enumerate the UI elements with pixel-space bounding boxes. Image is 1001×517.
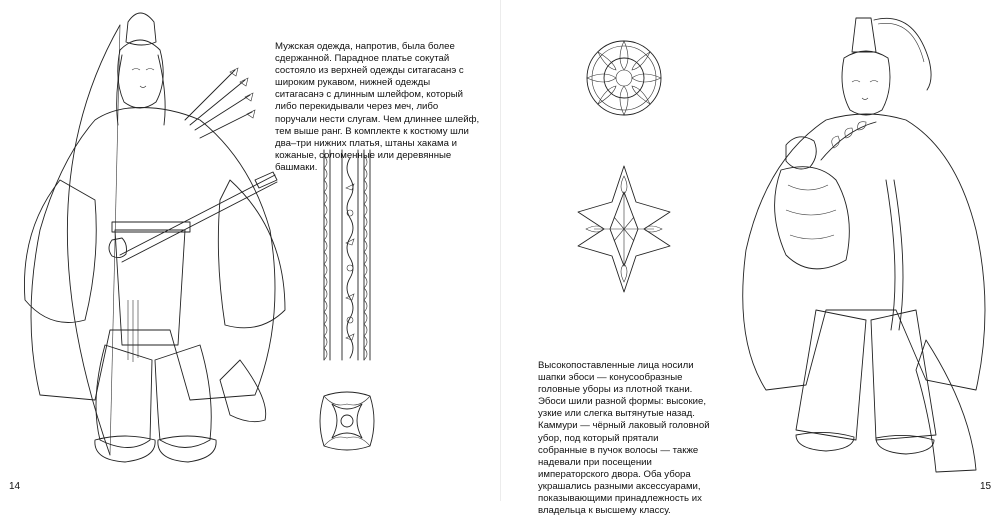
left-page-number: 14 <box>9 481 21 492</box>
star-floral-ornament <box>574 162 674 296</box>
right-page <box>501 0 1001 517</box>
vertical-ornament-bands <box>318 148 374 363</box>
right-page-number: 15 <box>980 481 992 492</box>
courtier-with-child-illustration <box>726 10 996 480</box>
left-page <box>0 0 500 501</box>
square-knot-ornament <box>318 390 376 452</box>
right-paragraph: Высокопоставленные лица носили шапки эбоси — конусообразные головные уборы из плотной ткани. Эбоси шили разной формы: высокие, узкие или слегка вытянутые назад. Каммури — чёрный лаковый головной убор, под который прятали собранные в пучок волосы — также надевали при посещении императорского двора. Оба убора украшались разными аксессуарами, показывающими принадлежность их владельца к высшему классу. <box>538 360 710 517</box>
archer-figure-illustration <box>0 0 320 480</box>
left-paragraph: Мужская одежда, напротив, была более сдержанной. Парадное платье сокутай состояло из верхней одежды ситагасанэ с широким рукавом, нижней одежды ситагасанэ с длинным шлейфом, который либо перекидывали через меч, либо поручали нести слугам. Чем длиннее шлейф, тем выше ранг. В комплекте к костюму шли два–три нижних платья, штаны хакама и кожаные, соломенные или деревянные башмаки. <box>275 41 480 173</box>
circular-mandala-ornament <box>584 38 664 118</box>
